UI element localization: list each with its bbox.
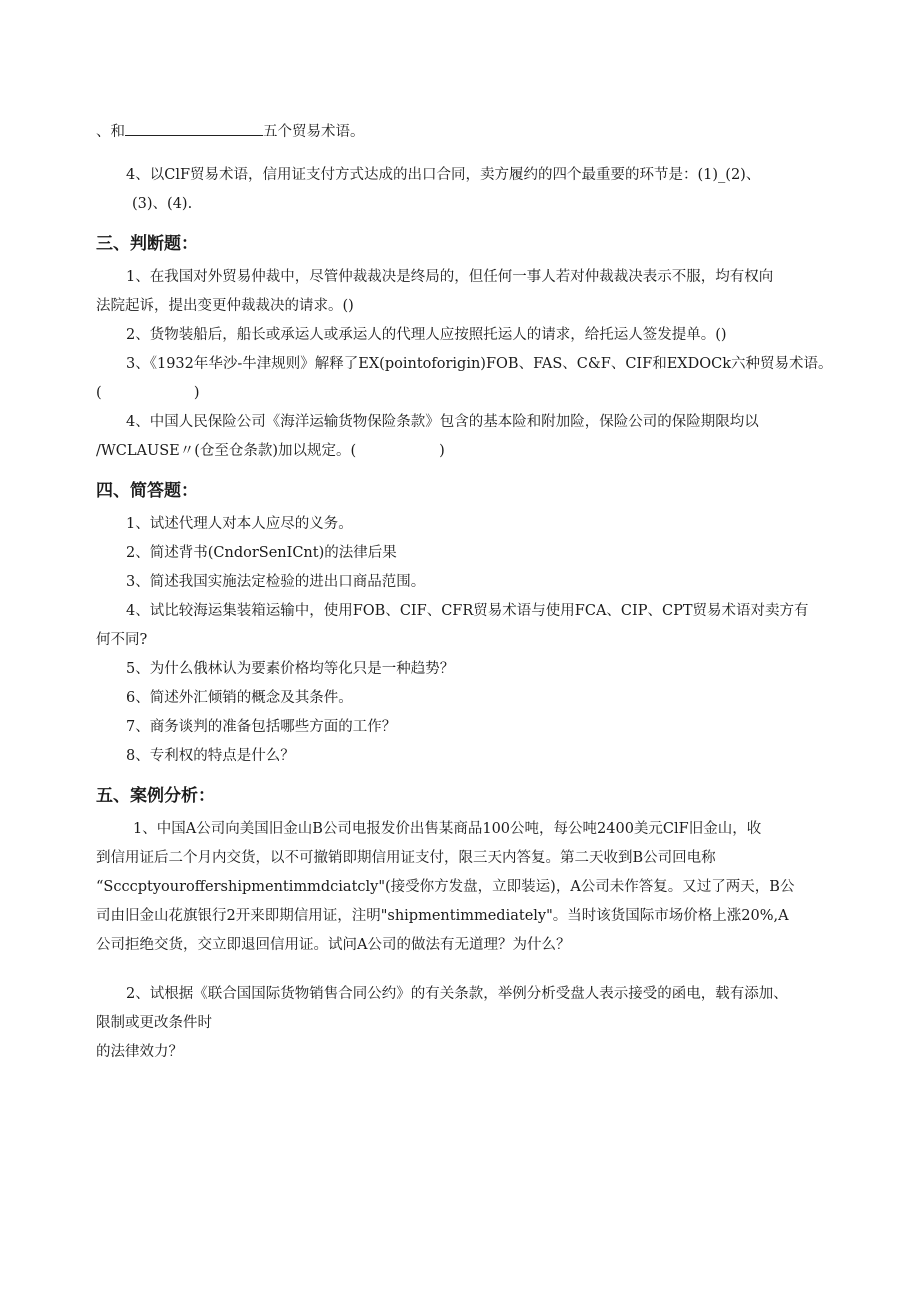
section3-title: 三、判断题： <box>96 234 198 254</box>
section5-title: 五、案例分析： <box>96 786 215 806</box>
s5-case1-line2: 到信用证后二个月内交货，以不可撤销即期信用证支付，限三天内答复。第二天收到B公司回电称 <box>96 850 716 866</box>
s4-q7: 7、商务谈判的准备包括哪些方面的工作？ <box>126 719 397 735</box>
s5-case2-line2: 限制或更改条件时 <box>96 1015 212 1031</box>
s4-q8: 8、专利权的特点是什么？ <box>126 748 295 764</box>
fill-blank-tail-prefix: 、和 <box>96 124 125 140</box>
fill-blank-q4-line1: 4、以ClF贸易术语，信用证支付方式达成的出口合同，卖方履约的四个最重要的环节是：(1)_(2)、 <box>126 167 761 183</box>
s5-case2-line3: 的法律效力？ <box>96 1044 183 1060</box>
s3-q4-line1: 4、中国人民保险公司《海洋运输货物保险条款》包含的基本险和附加险，保险公司的保险期限均以 <box>126 414 759 430</box>
s5-case1-line1: 1、中国A公司向美国旧金山B公司电报发价出售某商品100公吨，每公吨2400美元ClF旧金山，收 <box>133 821 762 837</box>
s4-q2: 2、简述背书(CndorSenICnt)的法律后果 <box>126 545 397 561</box>
fill-blank-q4-line2: (3)、(4). <box>132 196 193 212</box>
s4-q5: 5、为什么俄林认为要素价格均等化只是一种趋势？ <box>126 661 455 677</box>
s5-case1-line5: 公司拒绝交货，交立即退回信用证。试问A公司的做法有无道理？为什么？ <box>96 937 571 953</box>
s3-q3-line1: 3、《1932年华沙-牛津规则》解释了EX(pointoforigin)FOB、FAS、C&F、CIF和EXDOCk六种贸易术语。 <box>126 356 833 372</box>
s5-case1-line4: 司由旧金山花旗银行2开来即期信用证，注明"shipmentimmediately"。当时该货国际市场价格上涨20%,A <box>96 908 789 924</box>
blank-underline <box>125 121 263 136</box>
fill-blank-tail <box>96 118 831 147</box>
s3-q1-line2: 法院起诉，提出变更仲裁裁决的请求。() <box>96 298 354 314</box>
s4-q4-line2: 何不同? <box>96 632 148 648</box>
s3-q1-line1: 1、在我国对外贸易仲裁中，尽管仲裁裁决是终局的，但任何一事人若对仲裁裁决表示不服，均有权向 <box>126 269 774 285</box>
s5-case2-line1: 2、试根据《联合国国际货物销售合同公约》的有关条款，举例分析受盘人表示接受的函电，载有添加、 <box>126 986 788 1002</box>
document-page <box>96 118 831 1067</box>
s4-q3: 3、简述我国实施法定检验的进出口商品范围。 <box>126 574 426 590</box>
fill-blank-tail-suffix: 五个贸易术语。 <box>263 124 365 140</box>
s3-q2-line1: 2、货物装船后，船长或承运人或承运人的代理人应按照托运人的请求，给托运人签发提单。() <box>126 327 727 343</box>
s5-case1-line3: “Scccptyouroffershipmentimmdciatcly"(接受你方发盘，立即装运)，A公司未作答复。又过了两天，B公 <box>96 879 795 895</box>
s3-q3-line2: ( ) <box>96 385 200 401</box>
s4-q1: 1、试述代理人对本人应尽的义务。 <box>126 516 353 532</box>
s3-q4-line2: /WCLAUSE〃(仓至仓条款)加以规定。( ) <box>96 443 445 459</box>
s4-q4-line1: 4、试比较海运集装箱运输中，使用FOB、CIF、CFR贸易术语与使用FCA、CIP、CPT贸易术语对卖方有 <box>126 603 809 619</box>
s4-q6: 6、简述外汇倾销的概念及其条件。 <box>126 690 353 706</box>
section4-title: 四、简答题： <box>96 481 198 501</box>
